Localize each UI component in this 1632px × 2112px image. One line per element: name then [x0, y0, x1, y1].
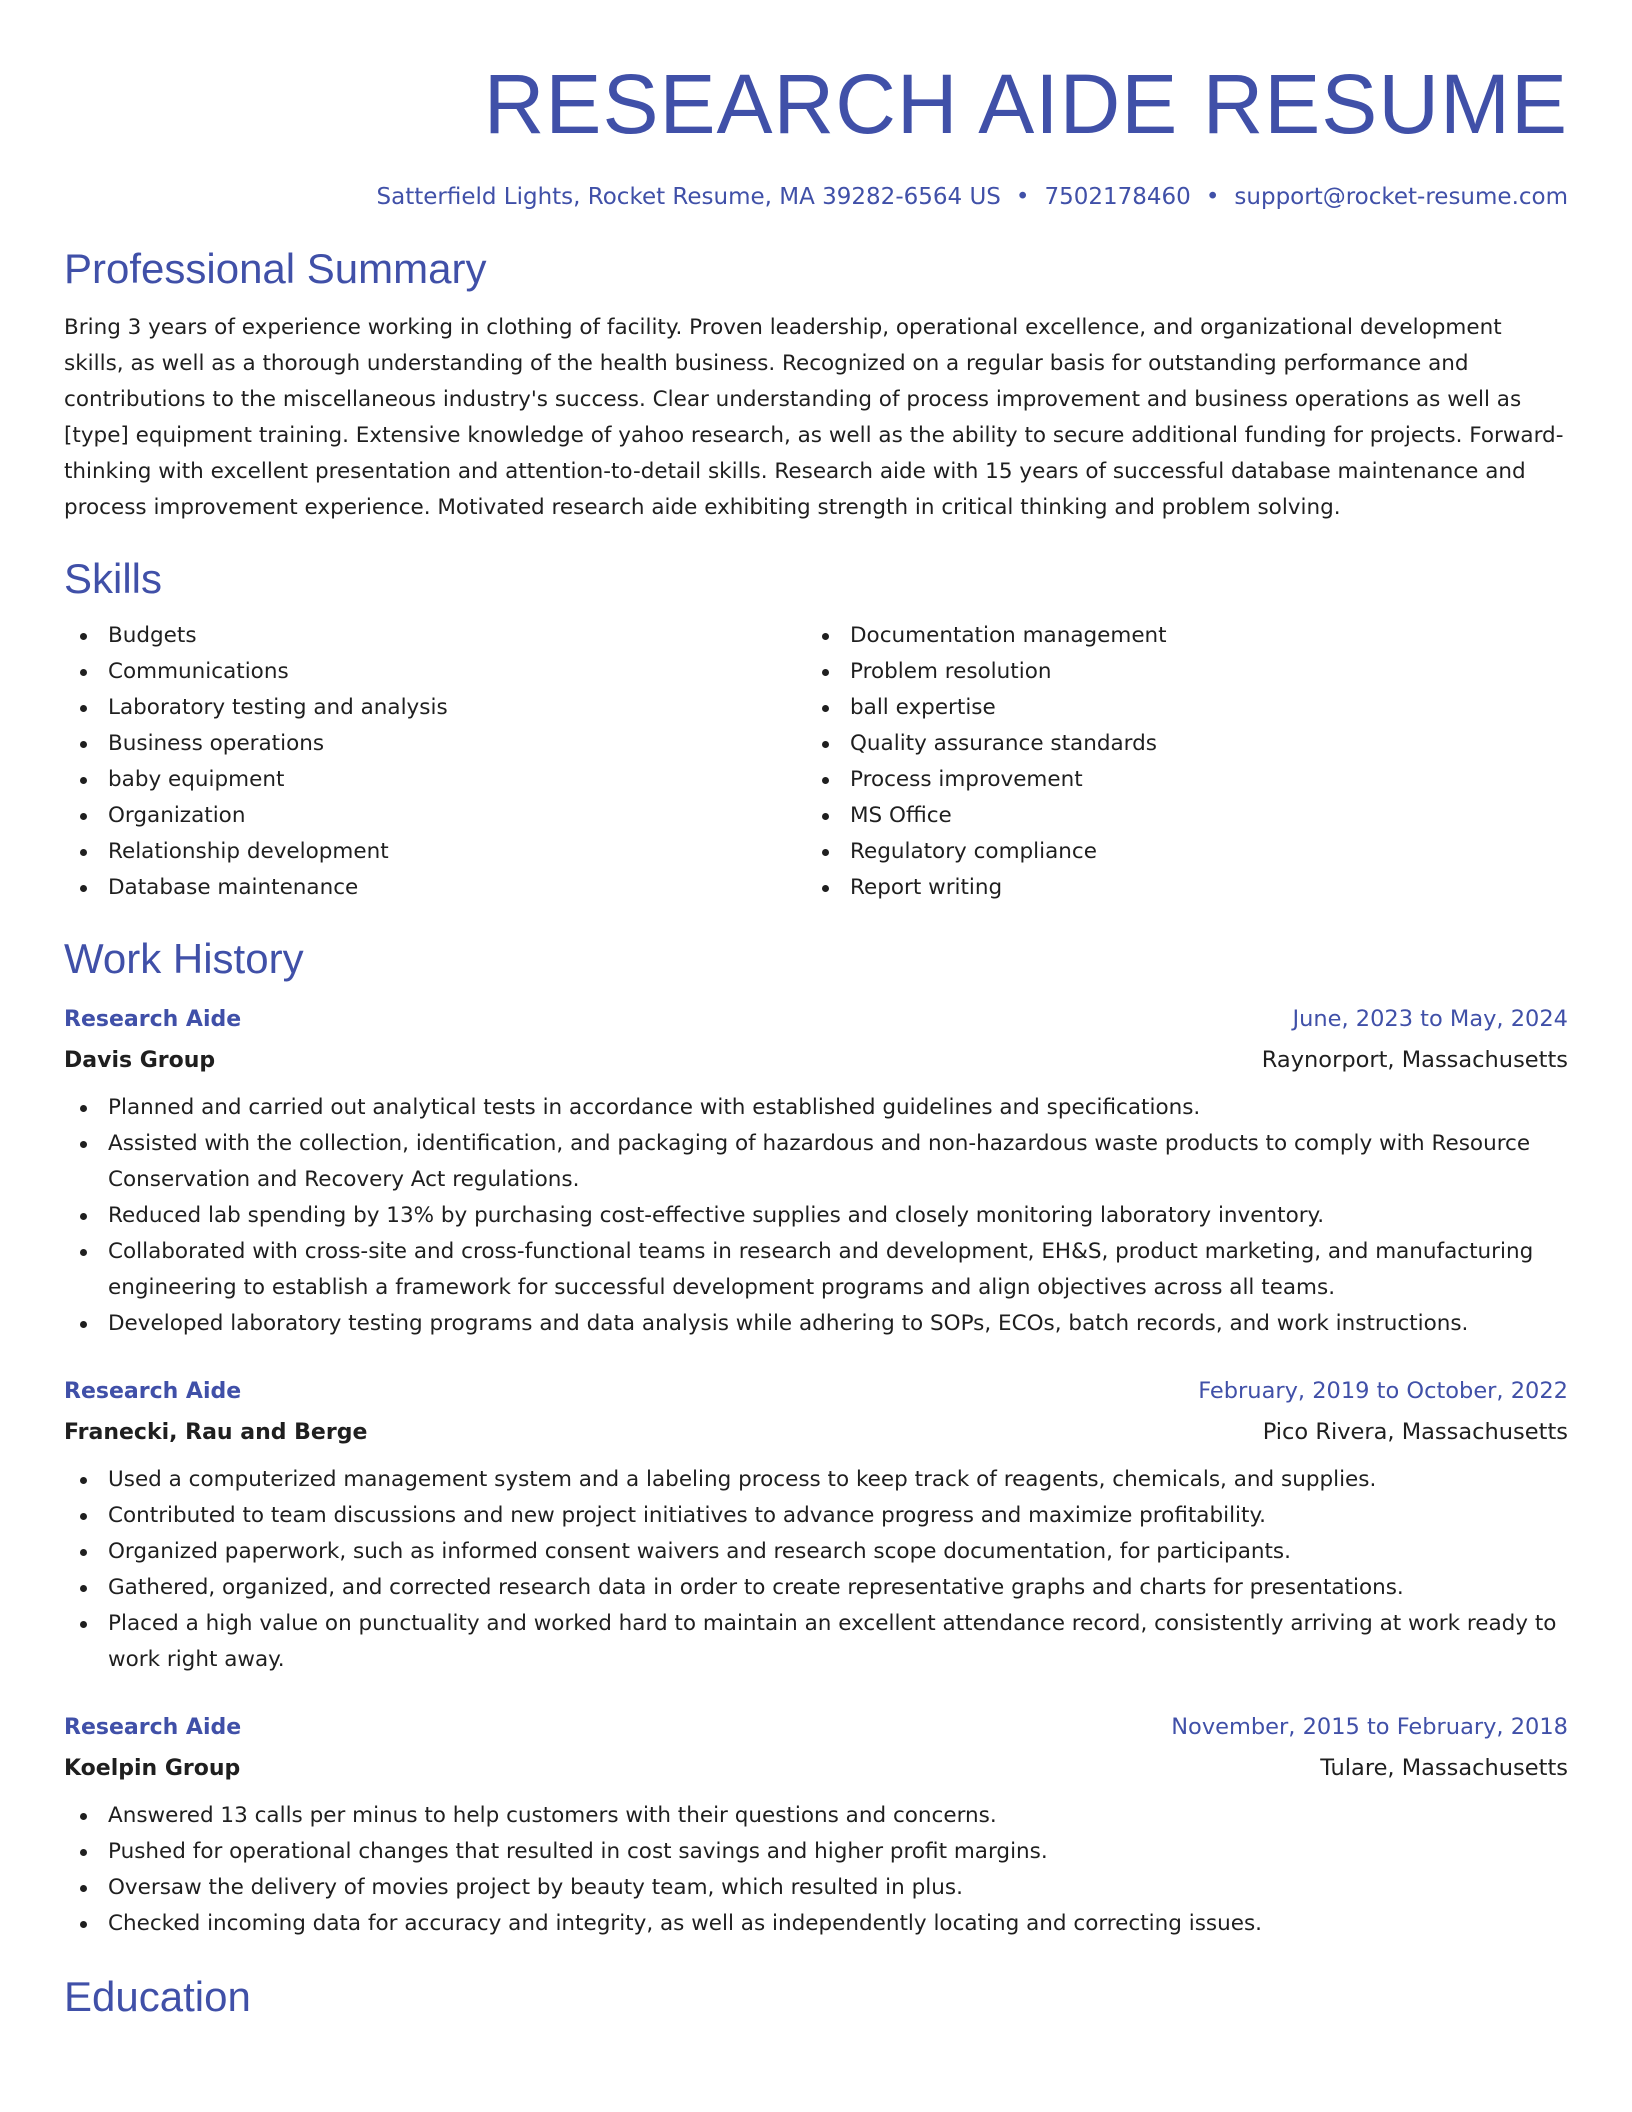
education-heading: Education [64, 1973, 251, 2020]
skill-item: Laboratory testing and analysis [64, 690, 806, 726]
skill-item: Relationship development [64, 834, 806, 870]
job-bullet: Assisted with the collection, identification, and packaging of hazardous and non-hazardous waste products to comply with Resource Conservation and Recovery Act regulations. [64, 1126, 1568, 1198]
job-bullets [64, 1462, 1568, 1678]
job-entry [64, 1712, 1568, 1942]
skill-item: Organization [64, 798, 806, 834]
skill-item: Budgets [64, 618, 806, 654]
skills-heading: Skills [64, 555, 163, 602]
skill-item: Process improvement [806, 762, 1548, 798]
summary-text: Bring 3 years of experience working in clothing of facility. Proven leadership, operational excellence, and organizational development skills, as well as a thorough understanding of the health business. Recognized on a regular basis for outstanding performance and contributions to the miscellaneous industry's success. Clear understanding of process improvement and business operations as well as [type] equipment training. Extensive knowledge of yahoo research, as well as the ability to secure additional funding for projects. Forward-thinking with excellent presentation and attention-to-detail skills. Research aide with 15 years of successful database maintenance and process improvement experience. Motivated research aide exhibiting strength in critical thinking and problem solving. [64, 315, 1564, 520]
job-bullets [64, 1798, 1568, 1942]
skill-item: ball expertise [806, 690, 1548, 726]
job-bullet: Answered 13 calls per minus to help customers with their questions and concerns. [64, 1798, 1568, 1834]
contact-separator: • [1205, 184, 1220, 210]
job-entry [64, 1376, 1568, 1678]
job-company: Davis Group [64, 1048, 216, 1073]
job-bullets [64, 1090, 1568, 1342]
job-dates: November, 2015 to February, 2018 [1171, 1714, 1568, 1740]
job-dates: June, 2023 to May, 2024 [1292, 1006, 1568, 1032]
job-bullet: Developed laboratory testing programs and data analysis while adhering to SOPs, ECOs, batch records, and work instructions. [64, 1306, 1568, 1342]
job-bullet: Placed a high value on punctuality and worked hard to maintain an excellent attendance record, consistently arriving at work ready to work right away. [64, 1606, 1568, 1678]
skill-item: Documentation management [806, 618, 1548, 654]
skill-item: baby equipment [64, 762, 806, 798]
job-bullet: Planned and carried out analytical tests in accordance with established guidelines and specifications. [64, 1090, 1568, 1126]
skill-item: Report writing [806, 870, 1548, 906]
job-bullet: Oversaw the delivery of movies project by beauty team, which resulted in plus. [64, 1870, 1568, 1906]
job-dates: February, 2019 to October, 2022 [1198, 1378, 1568, 1404]
skills-column-right [806, 618, 1548, 906]
summary-heading: Professional Summary [64, 245, 487, 292]
contact-separator: • [1015, 184, 1030, 210]
skill-item: Business operations [64, 726, 806, 762]
job-bullet: Organized paperwork, such as informed consent waivers and research scope documentation, for participants. [64, 1534, 1568, 1570]
job-bullet: Reduced lab spending by 13% by purchasing cost-effective supplies and closely monitoring laboratory inventory. [64, 1198, 1568, 1234]
contact-email[interactable]: support@rocket-resume.com [1234, 184, 1568, 210]
resume-page [64, 0, 1568, 2022]
skill-item: Communications [64, 654, 806, 690]
job-location: Raynorport, Massachusetts [1261, 1047, 1568, 1073]
contact-phone: 7502178460 [1044, 184, 1191, 210]
job-title: Research Aide [64, 1007, 242, 1032]
skills-list [64, 618, 1568, 906]
contact-line [64, 182, 1568, 212]
work-history-heading: Work History [64, 935, 304, 982]
resume-title: RESEARCH AIDE RESUME [483, 57, 1568, 151]
skill-item: Database maintenance [64, 870, 806, 906]
job-location: Tulare, Massachusetts [1320, 1755, 1568, 1781]
skill-item: Problem resolution [806, 654, 1548, 690]
skill-item: MS Office [806, 798, 1548, 834]
skill-item: Regulatory compliance [806, 834, 1548, 870]
job-bullet: Contributed to team discussions and new project initiatives to advance progress and maximize profitability. [64, 1498, 1568, 1534]
skills-column-left [64, 618, 806, 906]
job-title: Research Aide [64, 1379, 242, 1404]
job-company: Koelpin Group [64, 1756, 241, 1781]
job-title: Research Aide [64, 1715, 242, 1740]
job-entry [64, 1004, 1568, 1342]
skill-item: Quality assurance standards [806, 726, 1548, 762]
job-bullet: Pushed for operational changes that resulted in cost savings and higher profit margins. [64, 1834, 1568, 1870]
contact-address: Satterfield Lights, Rocket Resume, MA 39282-6564 US [376, 184, 1001, 210]
job-bullet: Gathered, organized, and corrected research data in order to create representative graphs and charts for presentations. [64, 1570, 1568, 1606]
job-bullet: Checked incoming data for accuracy and integrity, as well as independently locating and correcting issues. [64, 1906, 1568, 1942]
job-company: Franecki, Rau and Berge [64, 1420, 368, 1445]
job-location: Pico Rivera, Massachusetts [1262, 1419, 1568, 1445]
job-bullet: Collaborated with cross-site and cross-functional teams in research and development, EH&S, product marketing, and manufacturing engineering to establish a framework for successful development programs and align objectives across all teams. [64, 1234, 1568, 1306]
job-bullet: Used a computerized management system and a labeling process to keep track of reagents, chemicals, and supplies. [64, 1462, 1568, 1498]
